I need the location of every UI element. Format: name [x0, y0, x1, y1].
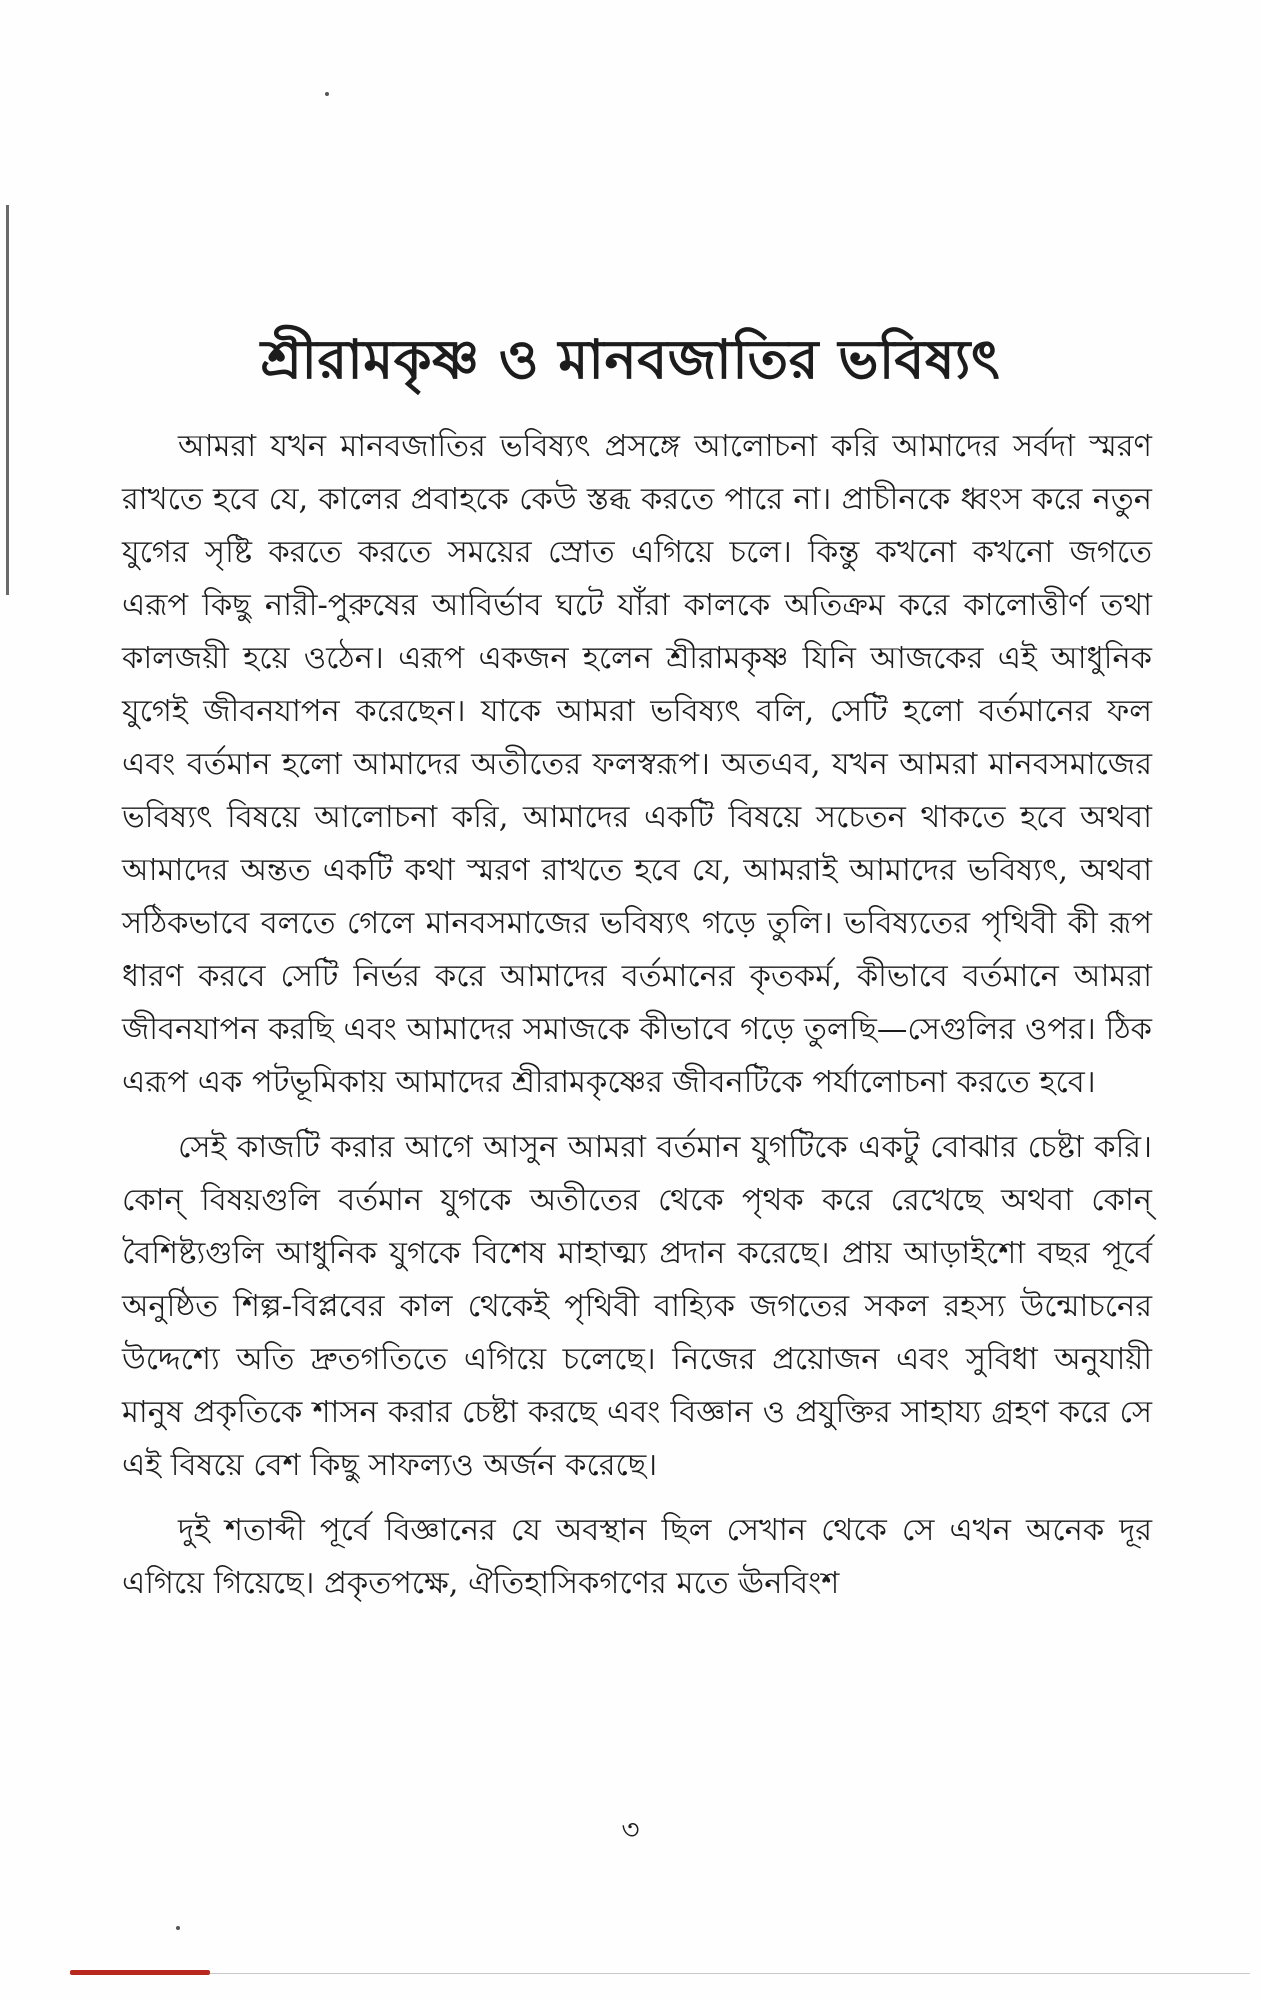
ink-speck	[325, 92, 329, 96]
bottom-edge-line	[210, 1973, 1250, 1974]
paragraph-3: দুই শতাব্দী পূর্বে বিজ্ঞানের যে অবস্থান ছিল সেখান থেকে সে এখন অনেক দূর এগিয়ে গিয়েছে। প্রকৃতপক্ষে, ঐতিহাসিকগণের মতে ঊনবিংশ	[122, 1513, 1152, 1601]
page-number: ৩	[621, 1813, 640, 1846]
paragraph-2: সেই কাজটি করার আগে আসুন আমরা বর্তমান যুগটিকে একটু বোঝার চেষ্টা করি। কোন্ বিষয়গুলি বর্তমান যুগকে অতীতের থেকে পৃথক করে রেখেছে অথবা কোন্ বৈশিষ্ট্যগুলি আধুনিক যুগকে বিশেষ মাহাত্ম্য প্রদান করেছে। প্রায় আড়াইশো বছর পূর্বে অনুষ্ঠিত শিল্প-বিপ্লবের কাল থেকেই পৃথিবী বাহ্যিক জগতের সকল রহস্য উন্মোচনের উদ্দেশ্যে অতি দ্রুতগতিতে এগিয়ে চলেছে। নিজের প্রয়োজন এবং সুবিধা অনুযায়ী মানুষ প্রকৃতিকে শাসন করার চেষ্টা করছে এবং বিজ্ঞান ও প্রযুক্তির সাহায্য গ্রহণ করে সে এই বিষয়ে বেশ কিছু সাফল্যও অর্জন করেছে।	[122, 1130, 1152, 1483]
ink-speck	[176, 1926, 180, 1930]
chapter-title: শ্রীরামকৃষ্ণ ও মানবজাতির ভবিষ্যৎ	[260, 327, 1001, 391]
bottom-edge-red-mark	[70, 1970, 210, 1975]
paragraph-1: আমরা যখন মানবজাতির ভবিষ্যৎ প্রসঙ্গে আলোচনা করি আমাদের সর্বদা স্মরণ রাখতে হবে যে, কালের প্রবাহকে কেউ স্তব্ধ করতে পারে না। প্রাচীনকে ধ্বংস করে নতুন যুগের সৃষ্টি করতে করতে সময়ের স্রোত এগিয়ে চলে। কিন্তু কখনো কখনো জগতে এরূপ কিছু নারী-পুরুষের আবির্ভাব ঘটে যাঁরা কালকে অতিক্রম করে কালোত্তীর্ণ তথা কালজয়ী হয়ে ওঠেন। এরূপ একজন হলেন শ্রীরামকৃষ্ণ যিনি আজকের এই আধুনিক যুগেই জীবনযাপন করেছেন। যাকে আমরা ভবিষ্যৎ বলি, সেটি হলো বর্তমানের ফল এবং বর্তমান হলো আমাদের অতীতের ফলস্বরূপ। অতএব, যখন আমরা মানবসমাজের ভবিষ্যৎ বিষয়ে আলোচনা করি, আমাদের একটি বিষয়ে সচেতন থাকতে হবে অথবা আমাদের অন্তত একটি কথা স্মরণ রাখতে হবে যে, আমরাই আমাদের ভবিষ্যৎ, অথবা সঠিকভাবে বলতে গেলে মানবসমাজের ভবিষ্যৎ গড়ে তুলি। ভবিষ্যতের পৃথিবী কী রূপ ধারণ করবে সেটি নির্ভর করে আমাদের বর্তমানের কৃতকর্ম, কীভাবে বর্তমানে আমরা জীবনযাপন করছি এবং আমাদের সমাজকে কীভাবে গড়ে তুলছি—সেগুলির ওপর। ঠিক এরূপ এক পটভূমিকায় আমাদের শ্রীরামকৃষ্ণের জীবনটিকে পর্যালোচনা করতে হবে।	[122, 429, 1152, 1100]
body-text	[122, 420, 1152, 1622]
